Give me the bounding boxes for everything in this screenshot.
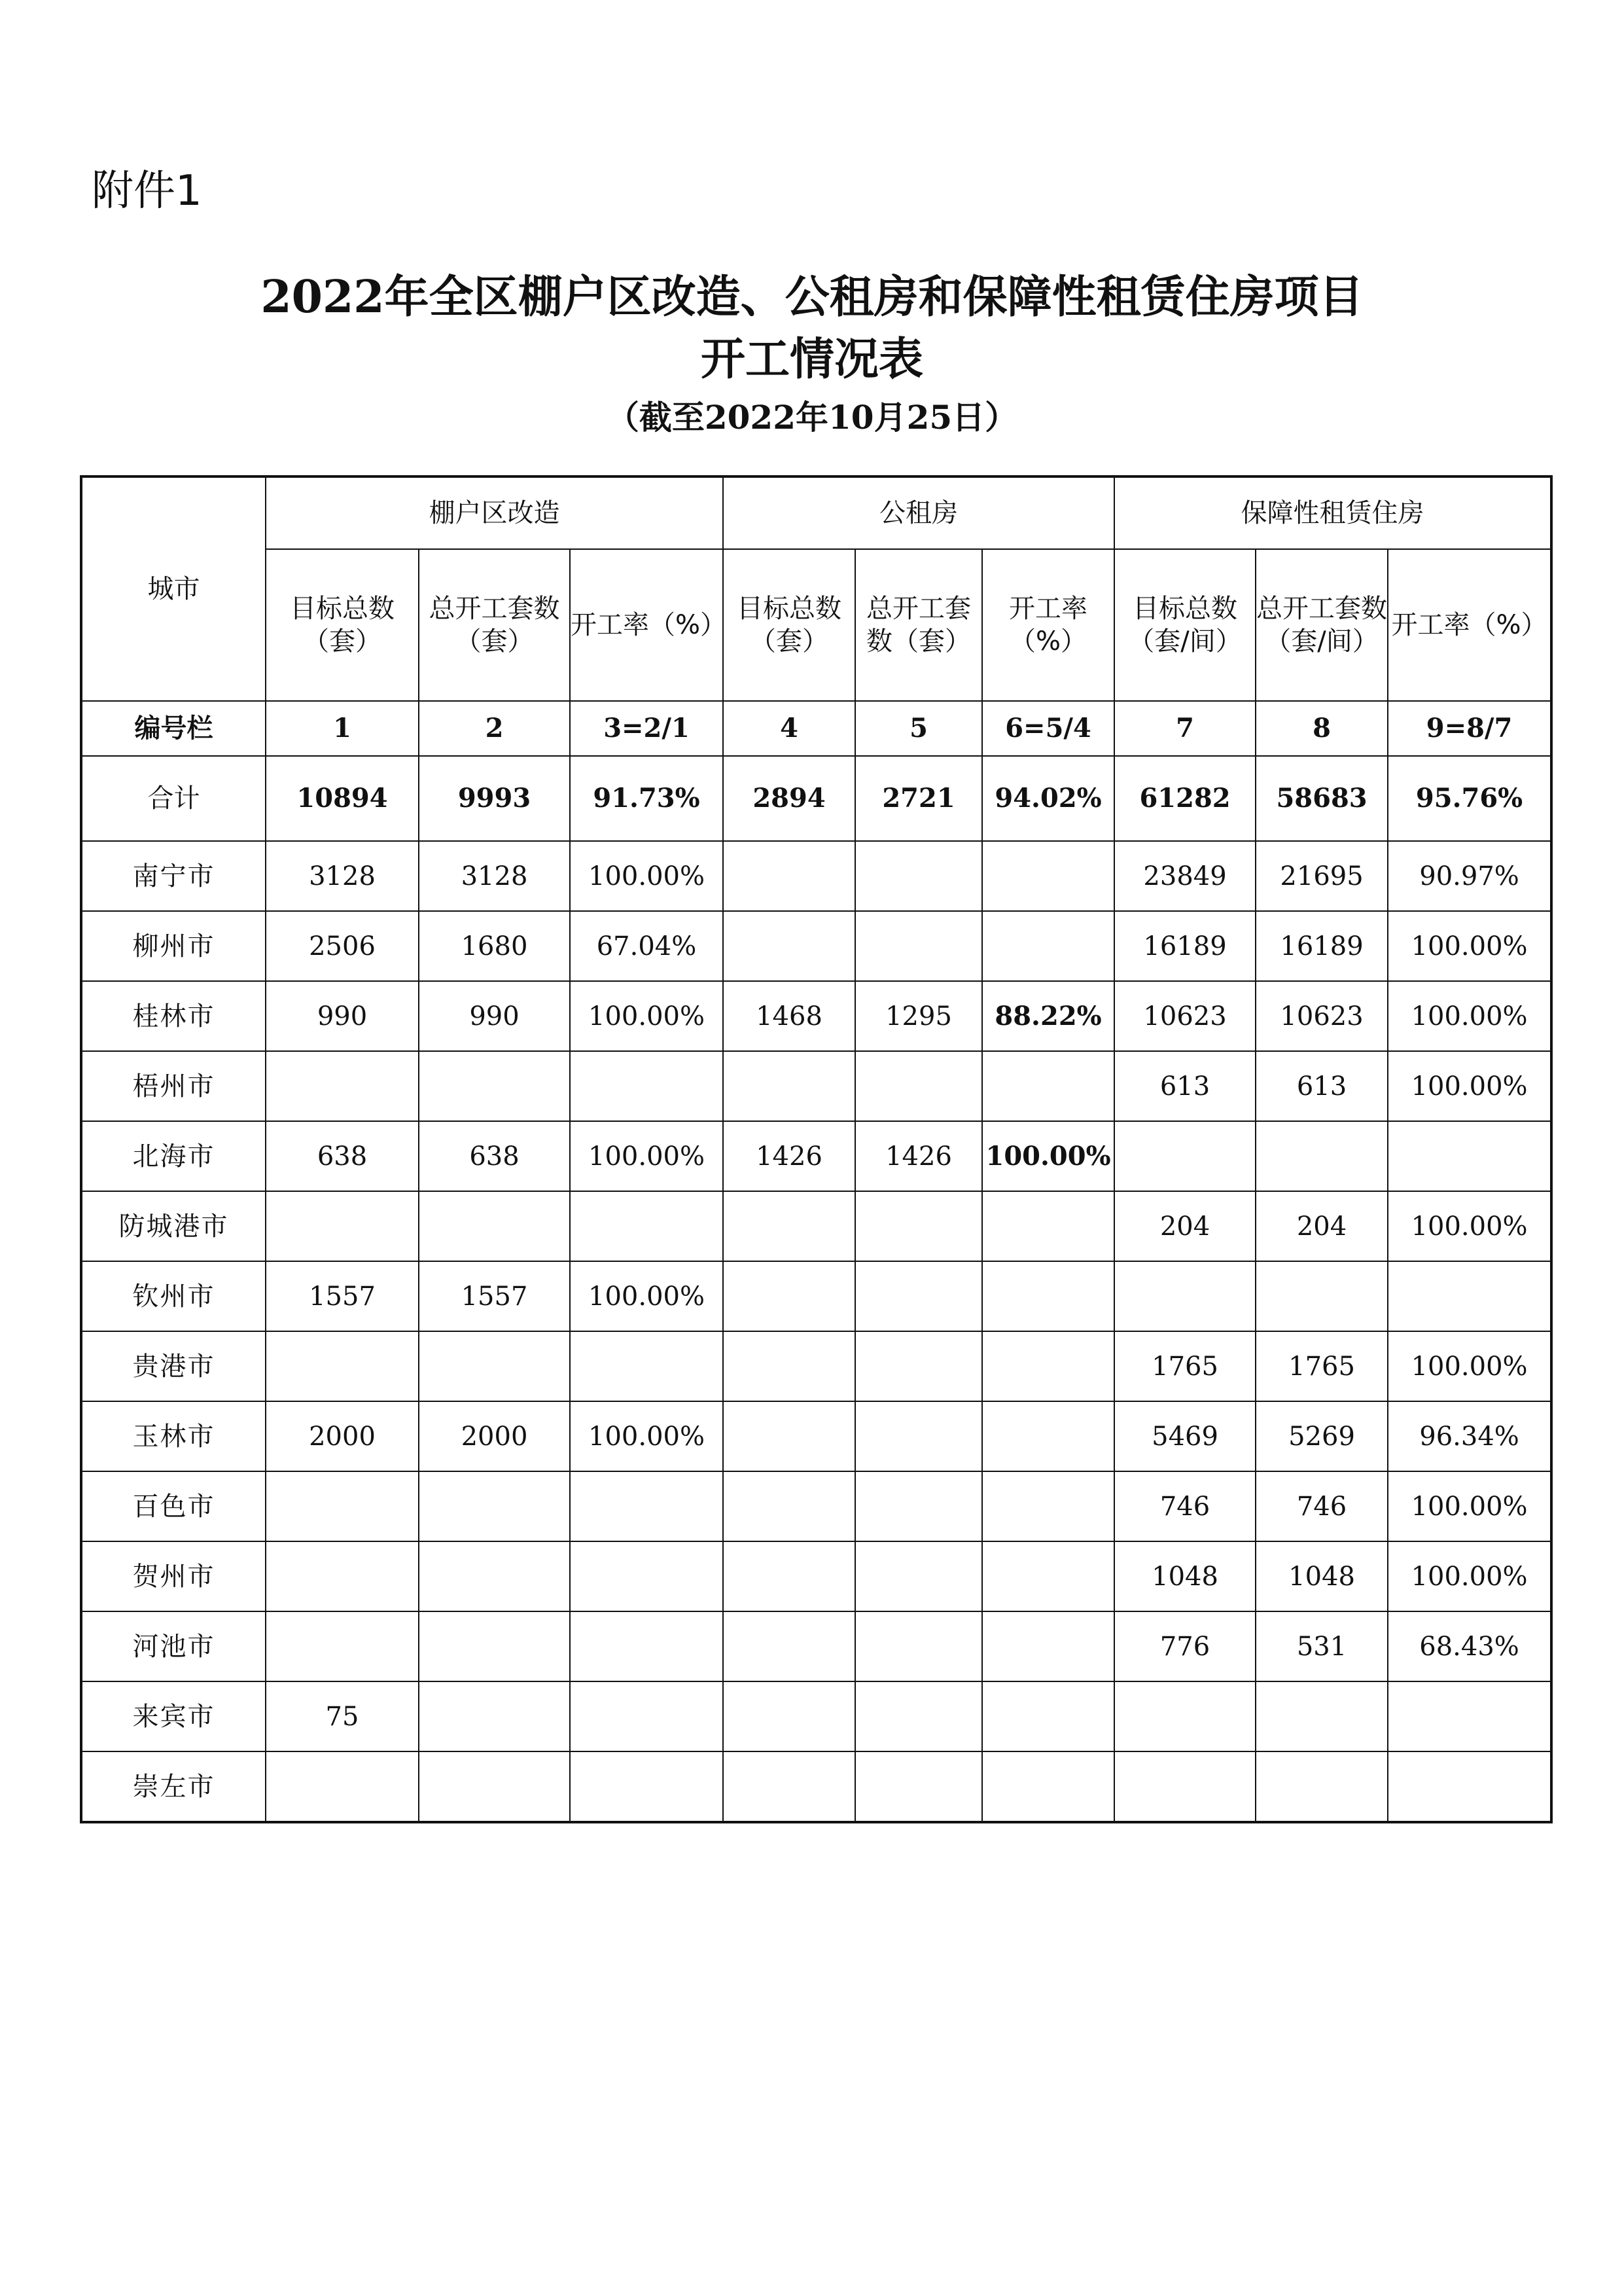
- city-name-cell: 河池市: [81, 1611, 266, 1681]
- table-cell: [855, 1751, 982, 1822]
- table-cell: [1256, 1751, 1388, 1822]
- table-row: [81, 1331, 1551, 1401]
- table-cell: 9=8/7: [1388, 701, 1551, 756]
- table-cell: [982, 841, 1114, 911]
- city-name-cell: 梧州市: [81, 1051, 266, 1121]
- table-cell: 96.34%: [1388, 1401, 1551, 1471]
- table-cell: 100.00%: [1388, 1191, 1551, 1261]
- table-cell: 5469: [1114, 1401, 1256, 1471]
- city-name-cell: 贵港市: [81, 1331, 266, 1401]
- table-cell: [266, 1471, 419, 1541]
- table-cell: [266, 1191, 419, 1261]
- table-cell: [1114, 1121, 1256, 1191]
- table-cell: 1426: [855, 1121, 982, 1191]
- table-row: [81, 841, 1551, 911]
- table-cell: 94.02%: [982, 756, 1114, 841]
- city-name-cell: 南宁市: [81, 841, 266, 911]
- city-name-cell: 百色市: [81, 1471, 266, 1541]
- table-cell: 3128: [419, 841, 570, 911]
- table-cell: [1114, 1681, 1256, 1751]
- table-cell: 1765: [1256, 1331, 1388, 1401]
- table-row: [81, 1261, 1551, 1331]
- table-cell: [570, 1191, 723, 1261]
- city-name-cell: 桂林市: [81, 981, 266, 1051]
- table-cell: [1388, 1261, 1551, 1331]
- table-cell: 204: [1256, 1191, 1388, 1261]
- table-cell: [855, 1681, 982, 1751]
- table-cell: 1426: [723, 1121, 855, 1191]
- table-cell: 2894: [723, 756, 855, 841]
- table-cell: 75: [266, 1681, 419, 1751]
- table-cell: 1557: [419, 1261, 570, 1331]
- column-header: 总开工套数（套/间）: [1256, 549, 1388, 701]
- table-cell: [1388, 1121, 1551, 1191]
- table-cell: [723, 1261, 855, 1331]
- column-header: 总开工套数（套）: [855, 549, 982, 701]
- table-cell: [855, 1541, 982, 1611]
- city-name-cell: 贺州市: [81, 1541, 266, 1611]
- table-cell: 746: [1114, 1471, 1256, 1541]
- column-header-row: [81, 549, 1551, 701]
- table-cell: 100.00%: [570, 1261, 723, 1331]
- table-cell: [982, 1401, 1114, 1471]
- table-cell: 10623: [1256, 981, 1388, 1051]
- table-row: [81, 1751, 1551, 1822]
- table-cell: 1: [266, 701, 419, 756]
- city-name-cell: 钦州市: [81, 1261, 266, 1331]
- table-cell: [723, 1611, 855, 1681]
- city-name-cell: 柳州市: [81, 911, 266, 981]
- table-cell: [723, 1401, 855, 1471]
- table-cell: 5: [855, 701, 982, 756]
- table-row: [81, 1051, 1551, 1121]
- table-cell: 1765: [1114, 1331, 1256, 1401]
- table-cell: 100.00%: [570, 981, 723, 1051]
- table-cell: [855, 1611, 982, 1681]
- table-cell: [855, 1191, 982, 1261]
- table-cell: [419, 1191, 570, 1261]
- table-cell: [1388, 1681, 1551, 1751]
- table-cell: 100.00%: [1388, 981, 1551, 1051]
- table-cell: [570, 1471, 723, 1541]
- table-cell: [419, 1541, 570, 1611]
- city-name-cell: 玉林市: [81, 1401, 266, 1471]
- table-cell: 2000: [419, 1401, 570, 1471]
- table-cell: [982, 1751, 1114, 1822]
- table-cell: 2506: [266, 911, 419, 981]
- table-cell: [982, 1541, 1114, 1611]
- table-cell: 58683: [1256, 756, 1388, 841]
- table-cell: 1557: [266, 1261, 419, 1331]
- table-row: [81, 1541, 1551, 1611]
- table-cell: 746: [1256, 1471, 1388, 1541]
- table-cell: [570, 1611, 723, 1681]
- table-cell: 100.00%: [1388, 1541, 1551, 1611]
- table-cell: 6=5/4: [982, 701, 1114, 756]
- table-cell: 531: [1256, 1611, 1388, 1681]
- table-cell: 61282: [1114, 756, 1256, 841]
- table-cell: [855, 1051, 982, 1121]
- table-cell: 8: [1256, 701, 1388, 756]
- table-cell: [723, 1681, 855, 1751]
- column-header: 总开工套数（套）: [419, 549, 570, 701]
- column-header: 目标总数（套/间）: [1114, 549, 1256, 701]
- table-cell: 990: [266, 981, 419, 1051]
- table-cell: [982, 1261, 1114, 1331]
- attachment-label: 附件1: [92, 167, 202, 215]
- table-cell: [855, 1261, 982, 1331]
- table-cell: 68.43%: [1388, 1611, 1551, 1681]
- city-name-cell: 防城港市: [81, 1191, 266, 1261]
- document-subtitle: （截至2022年10月25日）: [606, 398, 1018, 437]
- index-row: [81, 701, 1551, 756]
- table-cell: 2721: [855, 756, 982, 841]
- table-cell: 91.73%: [570, 756, 723, 841]
- table-cell: [723, 841, 855, 911]
- table-cell: 2: [419, 701, 570, 756]
- table-cell: [1114, 1751, 1256, 1822]
- table-cell: 100.00%: [570, 1401, 723, 1471]
- table-cell: [982, 1681, 1114, 1751]
- column-header: 开工率（%）: [982, 549, 1114, 701]
- table-row: [81, 1191, 1551, 1261]
- table-cell: 100.00%: [570, 841, 723, 911]
- table-cell: 21695: [1256, 841, 1388, 911]
- table-cell: [266, 1751, 419, 1822]
- document-title-line2: 开工情况表: [700, 333, 923, 386]
- table-cell: 4: [723, 701, 855, 756]
- table-cell: [855, 1331, 982, 1401]
- document-title: 2022年全区棚户区改造、公租房和保障性租赁住房项目: [260, 271, 1364, 323]
- table-cell: [266, 1611, 419, 1681]
- table-cell: 1048: [1256, 1541, 1388, 1611]
- table-cell: 16189: [1114, 911, 1256, 981]
- table-cell: 638: [266, 1121, 419, 1191]
- table-cell: 88.22%: [982, 981, 1114, 1051]
- table-cell: [723, 1541, 855, 1611]
- table-cell: [855, 841, 982, 911]
- table-cell: [266, 1541, 419, 1611]
- table-row: [81, 981, 1551, 1051]
- table-cell: 90.97%: [1388, 841, 1551, 911]
- table-cell: [723, 1051, 855, 1121]
- table-cell: 100.00%: [1388, 1331, 1551, 1401]
- table-cell: [723, 1751, 855, 1822]
- table-cell: 10894: [266, 756, 419, 841]
- table-cell: [266, 1331, 419, 1401]
- table-cell: 613: [1256, 1051, 1388, 1121]
- table-row: [81, 1121, 1551, 1191]
- table-cell: [570, 1331, 723, 1401]
- table-cell: [1256, 1681, 1388, 1751]
- table-cell: 2000: [266, 1401, 419, 1471]
- table-cell: [723, 1331, 855, 1401]
- table-cell: 3128: [266, 841, 419, 911]
- table-cell: [723, 1471, 855, 1541]
- table-cell: 5269: [1256, 1401, 1388, 1471]
- table-cell: [982, 1331, 1114, 1401]
- table-cell: [723, 911, 855, 981]
- group-header-affordable-rental: 保障性租赁住房: [1114, 476, 1551, 549]
- table-cell: [1114, 1261, 1256, 1331]
- table-cell: [855, 1471, 982, 1541]
- column-header: 开工率（%）: [570, 549, 723, 701]
- table-cell: [570, 1541, 723, 1611]
- table-cell: [419, 1681, 570, 1751]
- group-header-row: [81, 476, 1551, 549]
- table-cell: [855, 1401, 982, 1471]
- table-cell: [570, 1751, 723, 1822]
- group-header-shantytown: 棚户区改造: [266, 476, 723, 549]
- table-cell: 100.00%: [570, 1121, 723, 1191]
- table-cell: 1295: [855, 981, 982, 1051]
- table-cell: [266, 1051, 419, 1121]
- city-column-header: 城市: [81, 476, 266, 701]
- table-cell: 638: [419, 1121, 570, 1191]
- table-row: [81, 1681, 1551, 1751]
- column-header: 目标总数（套）: [723, 549, 855, 701]
- table-cell: 67.04%: [570, 911, 723, 981]
- table-cell: 7: [1114, 701, 1256, 756]
- table-cell: 613: [1114, 1051, 1256, 1121]
- table-cell: 10623: [1114, 981, 1256, 1051]
- table-cell: 3=2/1: [570, 701, 723, 756]
- table-row: [81, 1471, 1551, 1541]
- table-cell: 100.00%: [1388, 1051, 1551, 1121]
- housing-start-table: [80, 475, 1553, 1823]
- column-header: 目标总数（套）: [266, 549, 419, 701]
- city-name-cell: 来宾市: [81, 1681, 266, 1751]
- table-cell: 1048: [1114, 1541, 1256, 1611]
- city-name-cell: 编号栏: [81, 701, 266, 756]
- table-cell: [570, 1681, 723, 1751]
- table-cell: [570, 1051, 723, 1121]
- table-cell: 1468: [723, 981, 855, 1051]
- table-cell: [1256, 1121, 1388, 1191]
- table-cell: [982, 1471, 1114, 1541]
- table-cell: [419, 1611, 570, 1681]
- table-cell: 990: [419, 981, 570, 1051]
- table-cell: 100.00%: [1388, 1471, 1551, 1541]
- table-cell: [723, 1191, 855, 1261]
- table-row: [81, 911, 1551, 981]
- table-cell: 95.76%: [1388, 756, 1551, 841]
- table-row: [81, 1611, 1551, 1681]
- table-cell: 16189: [1256, 911, 1388, 981]
- table-cell: [982, 1611, 1114, 1681]
- city-name-cell: 北海市: [81, 1121, 266, 1191]
- table-cell: 204: [1114, 1191, 1256, 1261]
- table-cell: 1680: [419, 911, 570, 981]
- total-row: [81, 756, 1551, 841]
- table-cell: [982, 1191, 1114, 1261]
- table-cell: 9993: [419, 756, 570, 841]
- table-cell: [419, 1471, 570, 1541]
- table-cell: [419, 1051, 570, 1121]
- table-row: [81, 1401, 1551, 1471]
- table-cell: 100.00%: [1388, 911, 1551, 981]
- table-cell: [419, 1331, 570, 1401]
- group-header-public-rental: 公租房: [723, 476, 1114, 549]
- table-cell: [855, 911, 982, 981]
- table-cell: [982, 1051, 1114, 1121]
- table-cell: 23849: [1114, 841, 1256, 911]
- table-cell: [419, 1751, 570, 1822]
- column-header: 开工率（%）: [1388, 549, 1551, 701]
- table-cell: 100.00%: [982, 1121, 1114, 1191]
- table-cell: 776: [1114, 1611, 1256, 1681]
- city-name-cell: 崇左市: [81, 1751, 266, 1822]
- table-cell: [982, 911, 1114, 981]
- table-cell: [1256, 1261, 1388, 1331]
- city-name-cell: 合计: [81, 756, 266, 841]
- table-cell: [1388, 1751, 1551, 1822]
